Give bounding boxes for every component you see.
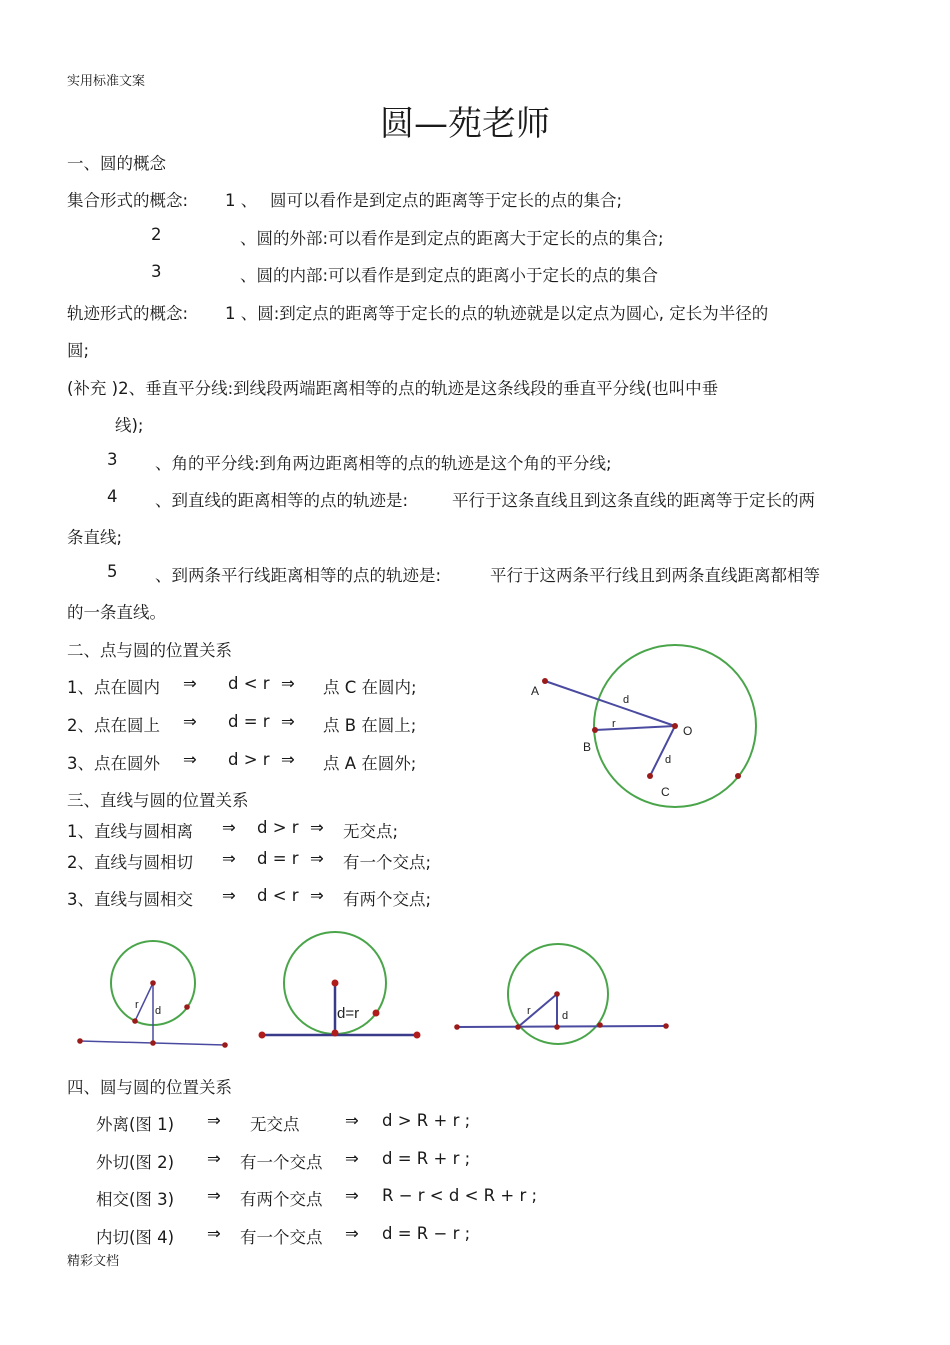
relation-row-text: 相交(图 3) — [96, 1190, 175, 1209]
relation-row-text: 2、点在圆上 — [67, 716, 160, 735]
item-number: 3 — [107, 450, 118, 469]
section-heading: 三、直线与圆的位置关系 — [67, 791, 249, 810]
relation-result: 点 A 在圆外; — [323, 754, 417, 773]
circle-point — [184, 1004, 190, 1010]
definition-text: 平行于这两条平行线且到两条直线距离都相等 — [490, 566, 820, 585]
relation-result: 点 B 在圆上; — [323, 716, 417, 735]
item-number: 1 、 — [225, 191, 258, 210]
foot-point — [554, 1024, 560, 1030]
line-point — [259, 1032, 266, 1039]
segment-bo — [595, 726, 675, 730]
relation-formula: d = R + r ; — [382, 1149, 471, 1168]
definition-text: 、圆的外部:可以看作是到定点的距离大于定长的点的集合; — [240, 229, 664, 248]
point-circle-figure — [520, 640, 770, 815]
relation-result: 有一个交点; — [343, 853, 432, 872]
relation-row-text: 2、直线与圆相切 — [67, 853, 193, 872]
relation-row-text: 内切(图 4) — [96, 1228, 175, 1247]
implies-symbol: ⇒ — [183, 712, 197, 731]
implies-symbol: ⇒ — [222, 849, 236, 868]
relation-condition: 无交点 — [250, 1115, 300, 1134]
definition-text: 的一条直线。 — [67, 603, 166, 622]
point-a — [542, 678, 548, 684]
line-circle-figures — [60, 925, 690, 1055]
definition-text: (补充 )2、垂直平分线:到线段两端距离相等的点的轨迹是这条线段的垂直平分线(也叫中垂 — [67, 379, 719, 398]
relation-row-text: 外离(图 1) — [96, 1115, 175, 1134]
relation-row-text: 1、点在圆内 — [67, 678, 160, 697]
implies-symbol: ⇒ — [345, 1186, 359, 1205]
line-point — [663, 1023, 669, 1029]
definition-text: 条直线; — [67, 528, 123, 547]
radius-segment — [518, 994, 557, 1027]
figure-line-separate — [77, 941, 228, 1048]
tangent-point — [332, 1030, 339, 1037]
relation-formula: d = r — [228, 712, 270, 731]
definition-text: 平行于这条直线且到这条直线的距离等于定长的两 — [452, 491, 815, 510]
line-point — [454, 1024, 460, 1030]
label-d: d — [623, 694, 630, 706]
relation-row-text: 外切(图 2) — [96, 1153, 175, 1172]
figure-line-tangent — [259, 932, 421, 1039]
secant-line — [457, 1026, 666, 1027]
implies-symbol: ⇒ — [207, 1224, 221, 1243]
item-number: 2 — [151, 225, 162, 244]
relation-formula: d = R − r ; — [382, 1224, 471, 1243]
section-heading: 四、圆与圆的位置关系 — [67, 1078, 232, 1097]
implies-symbol: ⇒ — [281, 712, 295, 731]
definition-text: 、到两条平行线距离相等的点的轨迹是: — [155, 566, 442, 585]
figure-line-intersect — [454, 944, 669, 1044]
label-r: r — [135, 999, 139, 1011]
label-o: O — [683, 724, 693, 738]
implies-symbol: ⇒ — [345, 1149, 359, 1168]
section-heading: 二、点与圆的位置关系 — [67, 641, 232, 660]
center-point — [554, 991, 560, 997]
point-b — [592, 727, 598, 733]
label-d: d — [665, 754, 672, 766]
relation-formula: d > R + r ; — [382, 1111, 471, 1130]
relation-result: 无交点; — [343, 822, 399, 841]
foot-point — [150, 1040, 156, 1046]
label-a: A — [531, 684, 540, 698]
center-point — [150, 980, 156, 986]
point-on-circle — [735, 773, 741, 779]
relation-row-text: 3、点在圆外 — [67, 754, 160, 773]
label-b: B — [583, 740, 592, 754]
segment-ao — [545, 681, 675, 726]
intersection-point — [515, 1024, 521, 1030]
label-r: r — [527, 1005, 531, 1017]
implies-symbol: ⇒ — [207, 1111, 221, 1130]
point-c — [647, 773, 653, 779]
implies-symbol: ⇒ — [310, 886, 324, 905]
implies-symbol: ⇒ — [310, 818, 324, 837]
relation-formula: d > r — [257, 818, 299, 837]
relation-formula: d < r — [228, 674, 270, 693]
implies-symbol: ⇒ — [281, 750, 295, 769]
relation-formula: d = r — [257, 849, 299, 868]
center-point — [332, 980, 339, 987]
relation-result: 有两个交点; — [343, 890, 432, 909]
relation-result: 点 C 在圆内; — [323, 678, 417, 697]
implies-symbol: ⇒ — [345, 1224, 359, 1243]
item-number: 4 — [107, 487, 118, 506]
label-r: r — [612, 718, 616, 730]
implies-symbol: ⇒ — [222, 818, 236, 837]
implies-symbol: ⇒ — [207, 1149, 221, 1168]
label-d: d — [562, 1010, 569, 1022]
definition-text: 圆可以看作是到定点的距离等于定长的点的集合; — [270, 191, 623, 210]
implies-symbol: ⇒ — [207, 1186, 221, 1205]
item-number: 5 — [107, 562, 118, 581]
relation-condition: 有一个交点 — [240, 1153, 323, 1172]
intersection-point — [597, 1022, 603, 1028]
section-heading: 一、圆的概念 — [67, 154, 166, 173]
point-o — [672, 723, 678, 729]
segment-co — [650, 726, 675, 776]
definition-text: 线); — [115, 416, 144, 435]
page-title: 圆—苑老师 — [380, 104, 550, 144]
definition-text: 1 、圆:到定点的距离等于定长的点的轨迹就是以定点为圆心, 定长为半径的 — [225, 304, 769, 323]
relation-row-text: 1、直线与圆相离 — [67, 822, 193, 841]
line-point — [222, 1042, 228, 1048]
implies-symbol: ⇒ — [183, 674, 197, 693]
label-d-equals-r: d=r — [337, 1005, 360, 1022]
implies-symbol: ⇒ — [345, 1111, 359, 1130]
implies-symbol: ⇒ — [222, 886, 236, 905]
label-d: d — [155, 1005, 162, 1017]
label-c: C — [661, 785, 670, 799]
relation-row-text: 3、直线与圆相交 — [67, 890, 193, 909]
definition-text: 、角的平分线:到角两边距离相等的点的轨迹是这个角的平分线; — [155, 454, 612, 473]
implies-symbol: ⇒ — [183, 750, 197, 769]
definition-text: 、圆的内部:可以看作是到定点的距离小于定长的点的集合 — [240, 266, 659, 285]
page-header: 实用标准文案 — [67, 74, 146, 89]
locus-label: 轨迹形式的概念: — [67, 304, 189, 323]
relation-formula: d > r — [228, 750, 270, 769]
definition-text: 、到直线的距离相等的点的轨迹是: — [155, 491, 409, 510]
circle-point — [132, 1018, 138, 1024]
set-label: 集合形式的概念: — [67, 191, 189, 210]
definition-text: 圆; — [67, 341, 90, 360]
circle-point — [373, 1010, 380, 1017]
line-point — [77, 1038, 83, 1044]
page-footer: 精彩文档 — [67, 1254, 120, 1269]
implies-symbol: ⇒ — [310, 849, 324, 868]
item-number: 3 — [151, 262, 162, 281]
relation-condition: 有两个交点 — [240, 1190, 323, 1209]
relation-formula: R − r < d < R + r ; — [382, 1186, 538, 1205]
implies-symbol: ⇒ — [281, 674, 295, 693]
line-point — [414, 1032, 421, 1039]
relation-formula: d < r — [257, 886, 299, 905]
relation-condition: 有一个交点 — [240, 1228, 323, 1247]
